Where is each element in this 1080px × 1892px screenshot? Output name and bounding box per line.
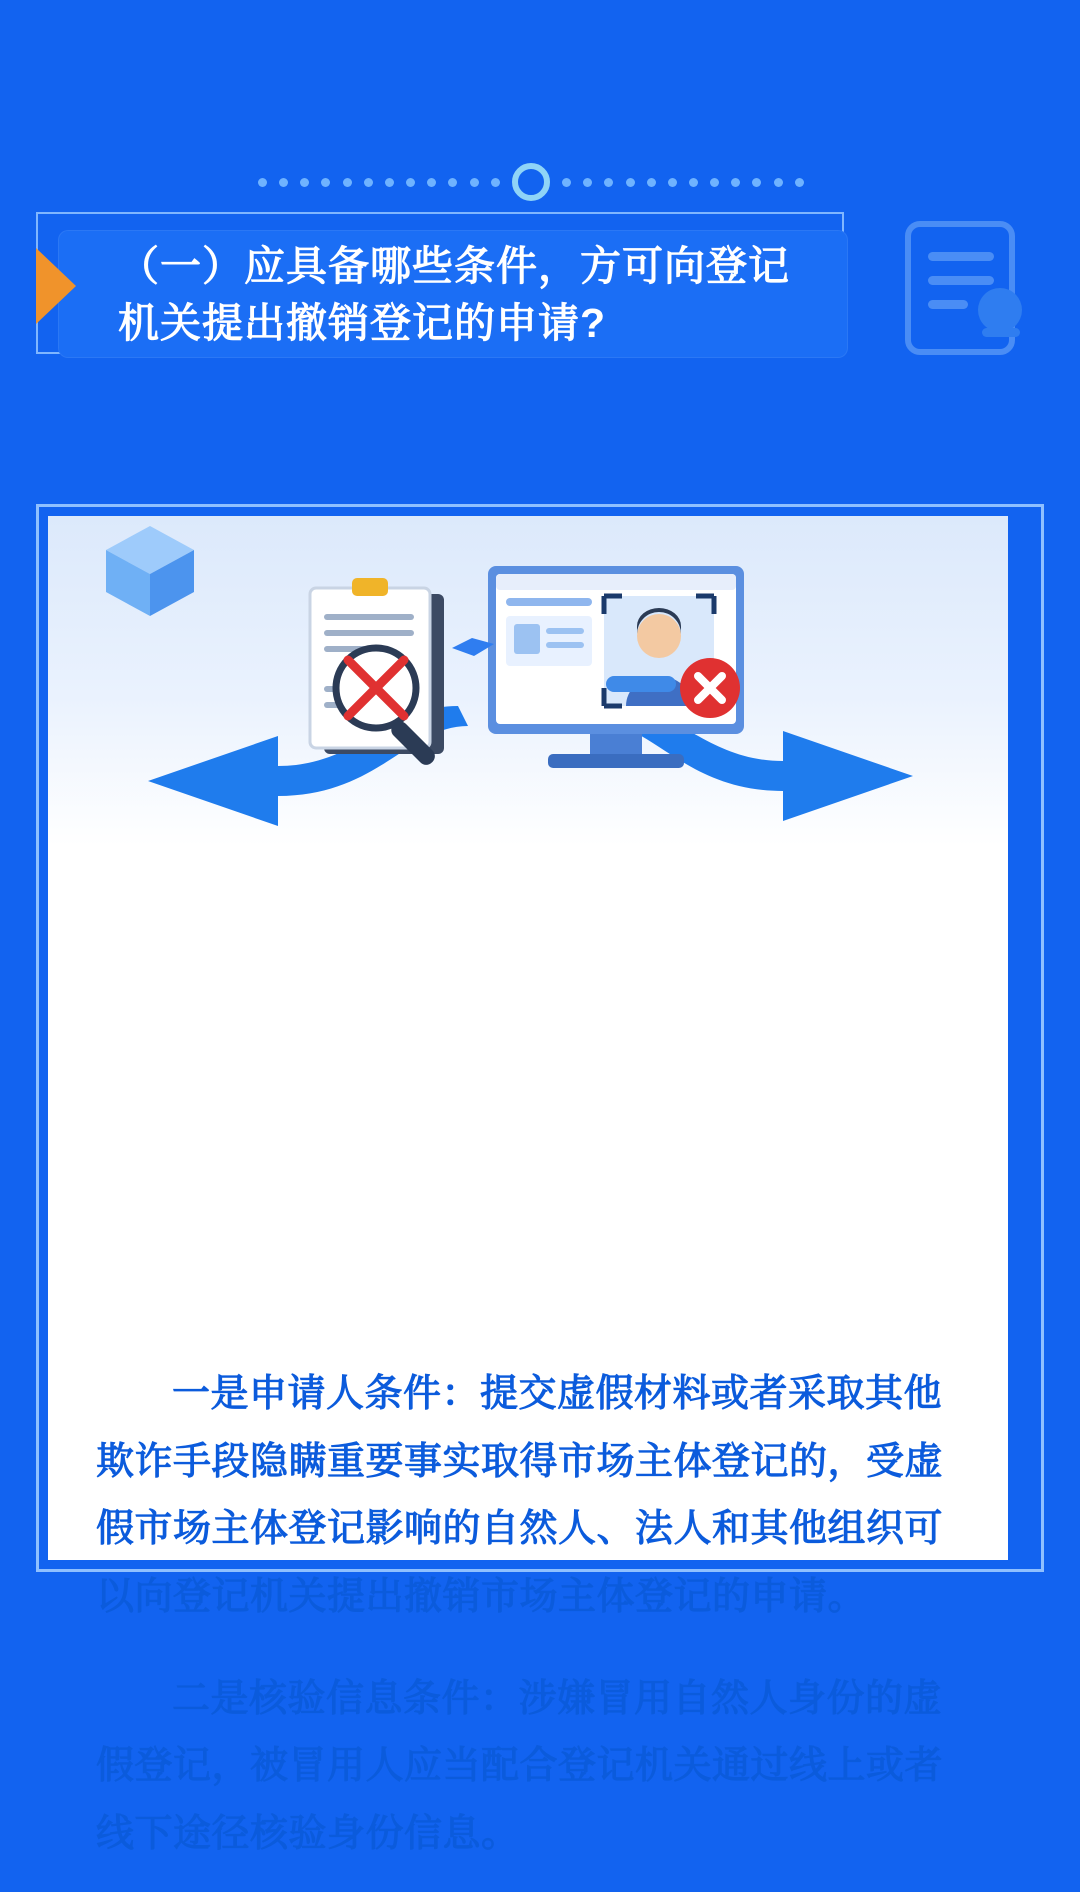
dot [491,178,500,187]
dot [300,178,309,187]
paragraph-one: 一是申请人条件：提交虚假材料或者采取其他欺诈手段隐瞒重要事实取得市场主体登记的，受虚假市场主体登记影响的自然人、法人和其他组织可以向登记机关提出撤销市场主体登记的申请。 [96,1373,944,1618]
dot [604,178,613,187]
illustration-area [48,516,1008,846]
dot [279,178,288,187]
dot [731,178,740,187]
content-card [48,516,1008,1855]
dot [583,178,592,187]
paragraph-two: 二是核验信息条件：涉嫌冒用自然人身份的虚假登记，被冒用人应当配合登记机关通过线上或者线下途径核验身份信息。 [96,1677,944,1855]
dot [752,178,761,187]
dot [774,178,783,187]
dot [626,178,635,187]
dot [258,178,267,187]
dot [647,178,656,187]
document-stamp-icon [902,218,1032,358]
dot [343,178,352,187]
dot [406,178,415,187]
dot [668,178,677,187]
dot [364,178,373,187]
dot [795,178,804,187]
dot [385,178,394,187]
triangle-right-icon [36,248,76,324]
dot [710,178,719,187]
circle-outline-icon [512,163,550,201]
dot [321,178,330,187]
dotted-divider [258,160,804,204]
page-title: （一）应具备哪些条件，方可向登记机关提出撤销登记的申请? [118,243,790,346]
cube-icon [100,520,200,620]
dot [448,178,457,187]
dot [470,178,479,187]
monitor-id-verify-icon [478,558,768,788]
section-header [36,212,844,354]
dot [562,178,571,187]
dot [427,178,436,187]
floating-chip-icon [448,634,498,660]
card-body [96,1361,976,1892]
dot [689,178,698,187]
magnifier-reject-icon [316,636,466,786]
